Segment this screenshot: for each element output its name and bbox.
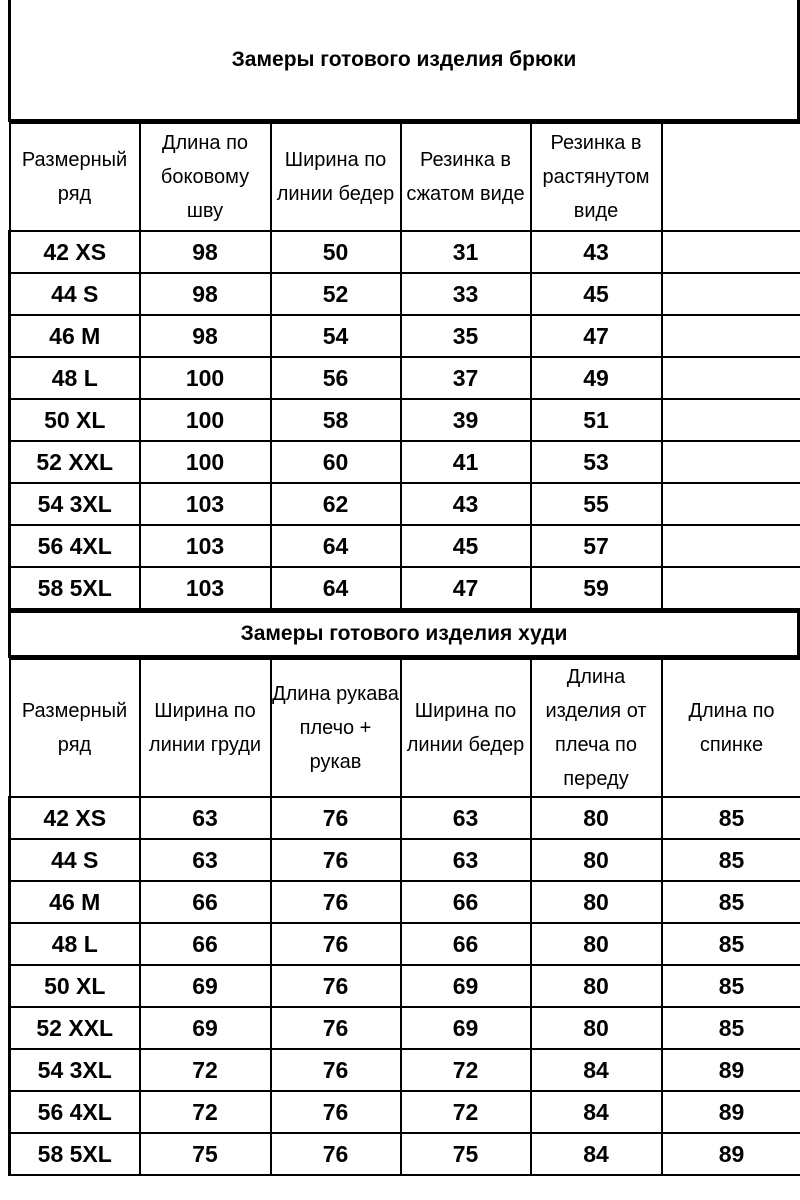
- measurement-cell: 45: [401, 525, 531, 567]
- measurement-cell: 80: [531, 797, 662, 839]
- table-row: [10, 1007, 800, 1049]
- measurement-cell: 52: [271, 273, 401, 315]
- measurement-cell: [662, 315, 800, 357]
- measurement-cell: 35: [401, 315, 531, 357]
- pants-header-col-4: Резинка в растянутом виде: [531, 123, 662, 231]
- measurement-cell: 84: [531, 1133, 662, 1175]
- size-label-cell: 50 XL: [10, 965, 140, 1007]
- measurement-cell: 55: [531, 483, 662, 525]
- measurement-cell: 100: [140, 441, 271, 483]
- measurement-cell: 89: [662, 1049, 800, 1091]
- measurement-cell: 43: [531, 231, 662, 273]
- measurement-cell: 60: [271, 441, 401, 483]
- measurement-cell: 66: [140, 881, 271, 923]
- measurement-cell: 76: [271, 881, 401, 923]
- measurement-cell: 84: [531, 1049, 662, 1091]
- measurement-cell: 63: [140, 797, 271, 839]
- size-label-cell: 46 M: [10, 315, 140, 357]
- measurement-cell: 85: [662, 797, 800, 839]
- table-row: [10, 567, 800, 609]
- measurement-cell: 43: [401, 483, 531, 525]
- measurement-cell: 103: [140, 525, 271, 567]
- measurement-cell: 98: [140, 231, 271, 273]
- measurement-cell: 50: [271, 231, 401, 273]
- size-label-cell: 52 XXL: [10, 1007, 140, 1049]
- measurement-cell: 75: [401, 1133, 531, 1175]
- hoodie-header-col-4: Длина изделия от плеча по переду: [531, 659, 662, 797]
- table-row: [10, 273, 800, 315]
- pants-header-row: [10, 123, 800, 231]
- table-row: [10, 399, 800, 441]
- measurement-cell: [662, 357, 800, 399]
- hoodie-header-col-0: Размерный ряд: [10, 659, 140, 797]
- measurement-cell: 80: [531, 965, 662, 1007]
- measurement-cell: 76: [271, 797, 401, 839]
- measurement-cell: 69: [401, 1007, 531, 1049]
- table-row: [10, 881, 800, 923]
- table-row: [10, 1133, 800, 1175]
- measurement-cell: 57: [531, 525, 662, 567]
- hoodie-header-col-1: Ширина по линии груди: [140, 659, 271, 797]
- measurement-cell: 63: [401, 797, 531, 839]
- size-label-cell: 46 M: [10, 881, 140, 923]
- size-chart-sheet: [8, 0, 800, 1176]
- measurement-cell: [662, 567, 800, 609]
- table-row: [10, 1049, 800, 1091]
- measurement-cell: 72: [140, 1091, 271, 1133]
- measurement-cell: 64: [271, 525, 401, 567]
- measurement-cell: 98: [140, 273, 271, 315]
- measurement-cell: 103: [140, 567, 271, 609]
- table-row: [10, 525, 800, 567]
- table-row: [10, 965, 800, 1007]
- table-row: [10, 839, 800, 881]
- size-label-cell: 58 5XL: [10, 1133, 140, 1175]
- size-label-cell: 42 XS: [10, 797, 140, 839]
- size-label-cell: 54 3XL: [10, 483, 140, 525]
- measurement-cell: 89: [662, 1133, 800, 1175]
- pants-header-col-5: [662, 123, 800, 231]
- measurement-cell: 75: [140, 1133, 271, 1175]
- measurement-cell: 53: [531, 441, 662, 483]
- measurement-cell: 33: [401, 273, 531, 315]
- measurement-cell: 72: [401, 1091, 531, 1133]
- measurement-cell: 49: [531, 357, 662, 399]
- measurement-cell: 58: [271, 399, 401, 441]
- measurement-cell: 39: [401, 399, 531, 441]
- measurement-cell: 47: [401, 567, 531, 609]
- size-label-cell: 44 S: [10, 839, 140, 881]
- table-row: [10, 357, 800, 399]
- size-label-cell: 56 4XL: [10, 1091, 140, 1133]
- measurement-cell: 47: [531, 315, 662, 357]
- measurement-cell: 76: [271, 923, 401, 965]
- measurement-cell: 103: [140, 483, 271, 525]
- measurement-cell: 69: [140, 1007, 271, 1049]
- measurement-cell: 54: [271, 315, 401, 357]
- size-label-cell: 56 4XL: [10, 525, 140, 567]
- size-label-cell: 48 L: [10, 357, 140, 399]
- measurement-cell: [662, 273, 800, 315]
- size-label-cell: 42 XS: [10, 231, 140, 273]
- table-row: [10, 923, 800, 965]
- table-row: [10, 1091, 800, 1133]
- measurement-cell: 76: [271, 1133, 401, 1175]
- table-row: [10, 483, 800, 525]
- measurement-cell: 80: [531, 923, 662, 965]
- measurement-cell: 80: [531, 839, 662, 881]
- measurement-cell: 41: [401, 441, 531, 483]
- measurement-cell: 84: [531, 1091, 662, 1133]
- size-label-cell: 54 3XL: [10, 1049, 140, 1091]
- pants-header-col-2: Ширина по линии бедер: [271, 123, 401, 231]
- measurement-cell: 89: [662, 1091, 800, 1133]
- table-row: [10, 797, 800, 839]
- measurement-cell: 66: [140, 923, 271, 965]
- measurement-cell: 45: [531, 273, 662, 315]
- hoodie-header-row: [10, 659, 800, 797]
- measurement-cell: 66: [401, 881, 531, 923]
- measurement-cell: 63: [140, 839, 271, 881]
- measurement-cell: [662, 441, 800, 483]
- measurement-cell: 100: [140, 399, 271, 441]
- hoodie-header-col-3: Ширина по линии бедер: [401, 659, 531, 797]
- table-row: [10, 315, 800, 357]
- measurement-cell: 98: [140, 315, 271, 357]
- measurement-cell: 85: [662, 965, 800, 1007]
- size-label-cell: 44 S: [10, 273, 140, 315]
- size-label-cell: 52 XXL: [10, 441, 140, 483]
- measurement-cell: 66: [401, 923, 531, 965]
- measurement-cell: [662, 483, 800, 525]
- table-row: [10, 441, 800, 483]
- measurement-cell: 63: [401, 839, 531, 881]
- measurement-cell: 76: [271, 1049, 401, 1091]
- table-row: [10, 231, 800, 273]
- measurement-cell: 100: [140, 357, 271, 399]
- measurement-cell: 76: [271, 1007, 401, 1049]
- measurement-cell: [662, 399, 800, 441]
- hoodie-measurements-table: [8, 658, 800, 1176]
- pants-measurements-table: [8, 122, 800, 610]
- measurement-cell: 85: [662, 881, 800, 923]
- pants-header-col-1: Длина по боковому шву: [140, 123, 271, 231]
- pants-table-body: [10, 231, 800, 609]
- measurement-cell: 69: [140, 965, 271, 1007]
- pants-header-col-0: Размерный ряд: [10, 123, 140, 231]
- measurement-cell: 85: [662, 1007, 800, 1049]
- measurement-cell: 72: [401, 1049, 531, 1091]
- measurement-cell: 62: [271, 483, 401, 525]
- hoodie-header-col-2: Длина рукава плечо + рукав: [271, 659, 401, 797]
- hoodie-header-col-5: Длина по спинке: [662, 659, 800, 797]
- measurement-cell: 69: [401, 965, 531, 1007]
- measurement-cell: 37: [401, 357, 531, 399]
- measurement-cell: 64: [271, 567, 401, 609]
- measurement-cell: 51: [531, 399, 662, 441]
- hoodie-table-body: [10, 797, 800, 1175]
- size-label-cell: 50 XL: [10, 399, 140, 441]
- measurement-cell: [662, 231, 800, 273]
- size-label-cell: 58 5XL: [10, 567, 140, 609]
- measurement-cell: 31: [401, 231, 531, 273]
- measurement-cell: 80: [531, 1007, 662, 1049]
- measurement-cell: 56: [271, 357, 401, 399]
- measurement-cell: 85: [662, 923, 800, 965]
- measurement-cell: 76: [271, 1091, 401, 1133]
- measurement-cell: 80: [531, 881, 662, 923]
- pants-table-title: Замеры готового изделия брюки: [8, 0, 800, 122]
- measurement-cell: 76: [271, 965, 401, 1007]
- measurement-cell: 85: [662, 839, 800, 881]
- measurement-cell: 76: [271, 839, 401, 881]
- hoodie-table-title: Замеры готового изделия худи: [8, 610, 800, 658]
- measurement-cell: 72: [140, 1049, 271, 1091]
- measurement-cell: 59: [531, 567, 662, 609]
- size-label-cell: 48 L: [10, 923, 140, 965]
- measurement-cell: [662, 525, 800, 567]
- pants-header-col-3: Резинка в сжатом виде: [401, 123, 531, 231]
